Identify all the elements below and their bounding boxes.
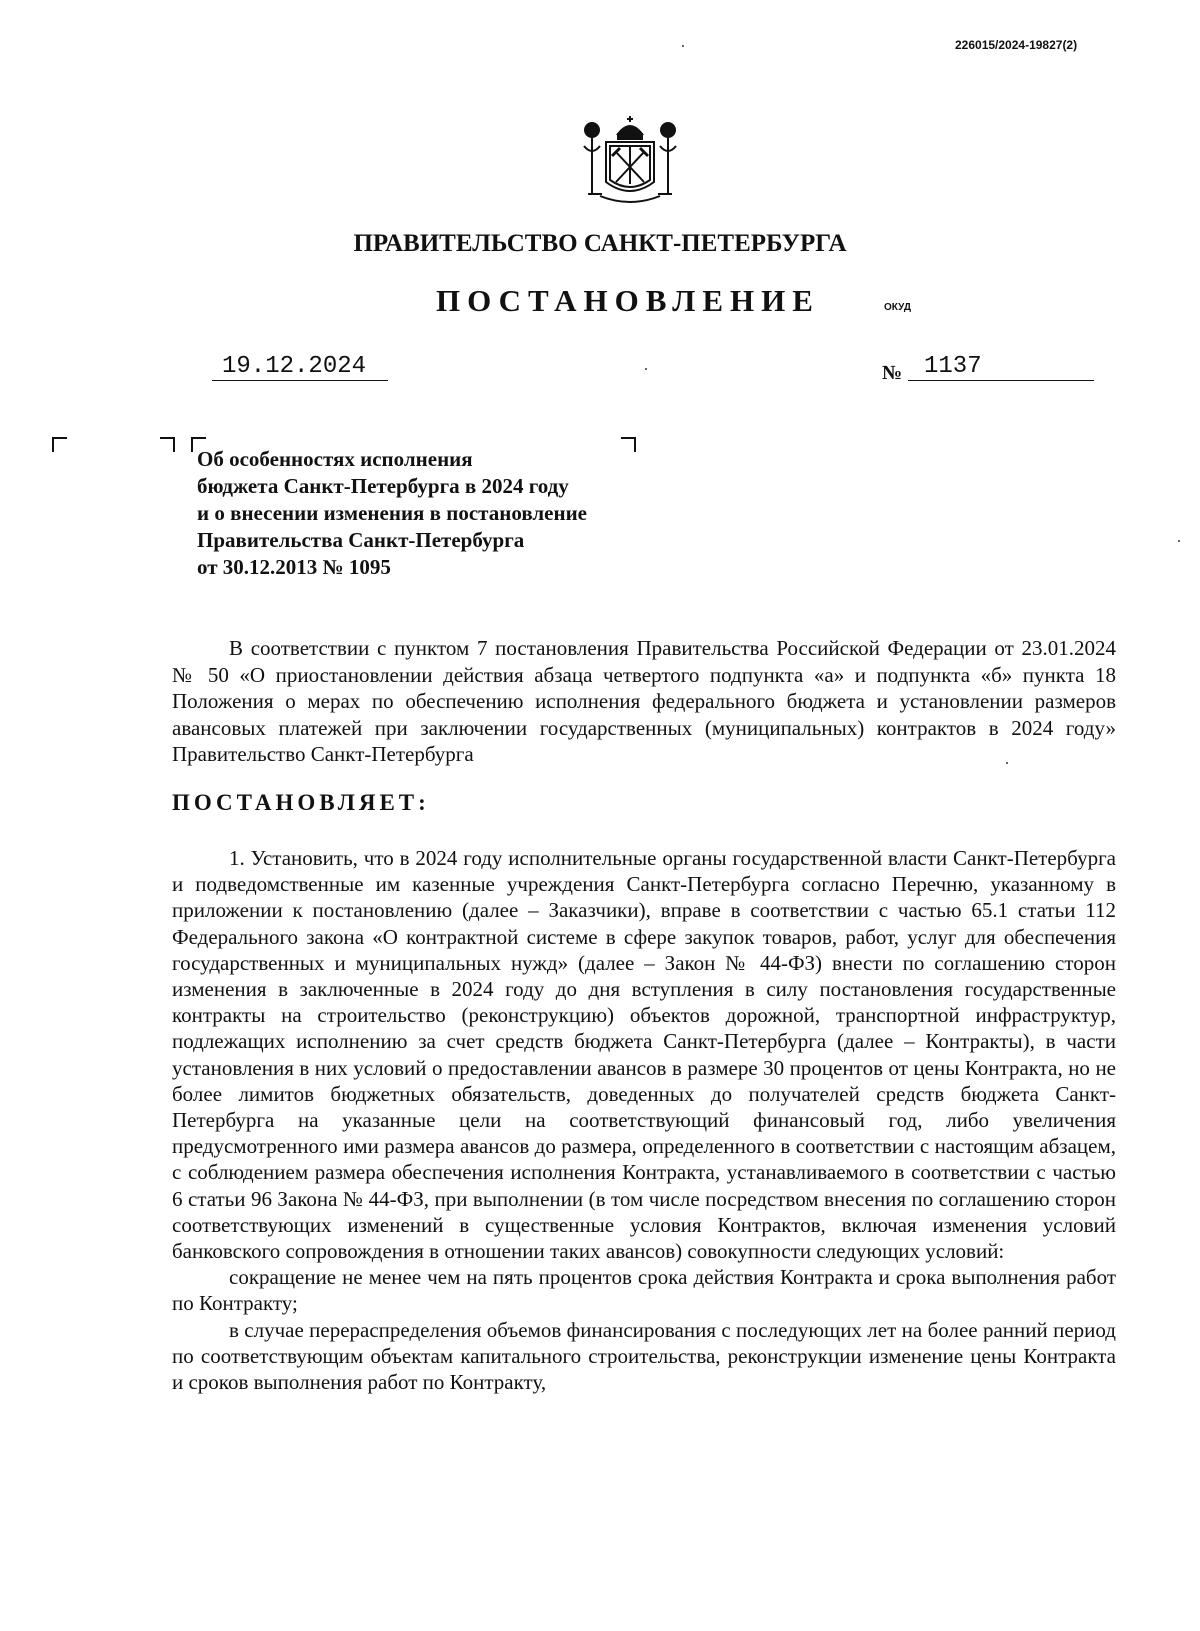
heading-line: Об особенностях исполнения (197, 447, 473, 471)
document-heading (197, 446, 717, 581)
okud-label: ОКУД (884, 302, 911, 313)
body-paragraph: сокращение не менее чем на пять процентов срока действия Контракта и срока выполнения работ по Контракту; (172, 1265, 1116, 1316)
document-body (172, 845, 1116, 1395)
corner-mark (160, 437, 175, 452)
scan-speck (1006, 762, 1008, 764)
document-date: 19.12.2024 (212, 353, 388, 381)
document-number-value: 1137 (908, 353, 1094, 381)
heading-line: и о внесении изменения в постановление (197, 501, 588, 525)
heading-line: Правительства Санкт-Петербурга (197, 528, 525, 552)
government-title: ПРАВИТЕЛЬСТВО САНКТ-ПЕТЕРБУРГА (353, 230, 847, 257)
document-type: ПОСТАНОВЛЕНИЕ (436, 283, 820, 318)
corner-mark (52, 437, 67, 452)
number-sign: № (882, 362, 903, 384)
body-paragraph: 1. Установить, что в 2024 году исполнительные органы государственной власти Санкт-Петербурга и подведомственные им казенные учреждения Санкт-Петербурга согласно Перечню, указанному в приложении к постановлению (далее – Заказчики), вправе в соответствии с частью 65.1 статьи 112 Федерального закона «О контрактной системе в сфере закупок товаров, работ, услуг для обеспечения государственных и муниципальных нужд» (далее – Закон № 44-ФЗ) внести по соглашению сторон изменения в заключенные в 2024 году до дня вступления в силу постановления государственные контракты на строительство (реконструкцию) объектов дорожной, транспортной инфраструктур, подлежащих исполнению за счет средств бюджета Санкт-Петербурга (далее – Контракты), в части установления в них условий о предоставлении авансов в размере 30 процентов от цены Контракта, но не более лимитов бюджетных обязательств, доведенных до получателей средств бюджета Санкт-Петербурга на указанные цели на соответствующий финансовый год, либо увеличения предусмотренного ими размера авансов до размера, определенного в соответствии с настоящим абзацем, с соблюдением размера обеспечения исполнения Контракта, устанавливаемого в соответствии с частью 6 статьи 96 Закона № 44-ФЗ, при выполнении (в том числе посредством внесения по соглашению сторон соответствующих изменений в существенные условия Контрактов, включая изменения условий банковского сопровождения в отношении таких авансов) совокупности следующих условий: (172, 846, 1116, 1264)
document-number: 226015/2024-19827(2) (955, 38, 1078, 52)
coat-of-arms-icon (578, 116, 682, 208)
preamble-paragraph: В соответствии с пунктом 7 постановления Правительства Российской Федерации от 23.01.2024 № 50 «О приостановлении действия абзаца четвертого подпункта «а» и подпункта «б» пункта 18 Положения о мерах по обеспечению исполнения федерального бюджета и установлении размеров авансовых платежей при заключении государственных (муниципальных) контрактов в 2024 году» Правительство Санкт-Петербурга (172, 636, 1116, 766)
heading-line: от 30.12.2013 № 1095 (197, 555, 391, 579)
body-paragraph: в случае перераспределения объемов финансирования с последующих лет на более ранний период по соответствующим объектам капитального строительства, реконструкции изменение цены Контракта и сроков выполнения работ по Контракту, (172, 1317, 1116, 1395)
heading-line: бюджета Санкт-Петербурга в 2024 году (197, 474, 569, 498)
scan-speck (682, 45, 684, 47)
scan-speck (645, 368, 647, 370)
scan-speck (1178, 540, 1180, 542)
resolves-label: ПОСТАНОВЛЯЕТ: (172, 790, 430, 815)
